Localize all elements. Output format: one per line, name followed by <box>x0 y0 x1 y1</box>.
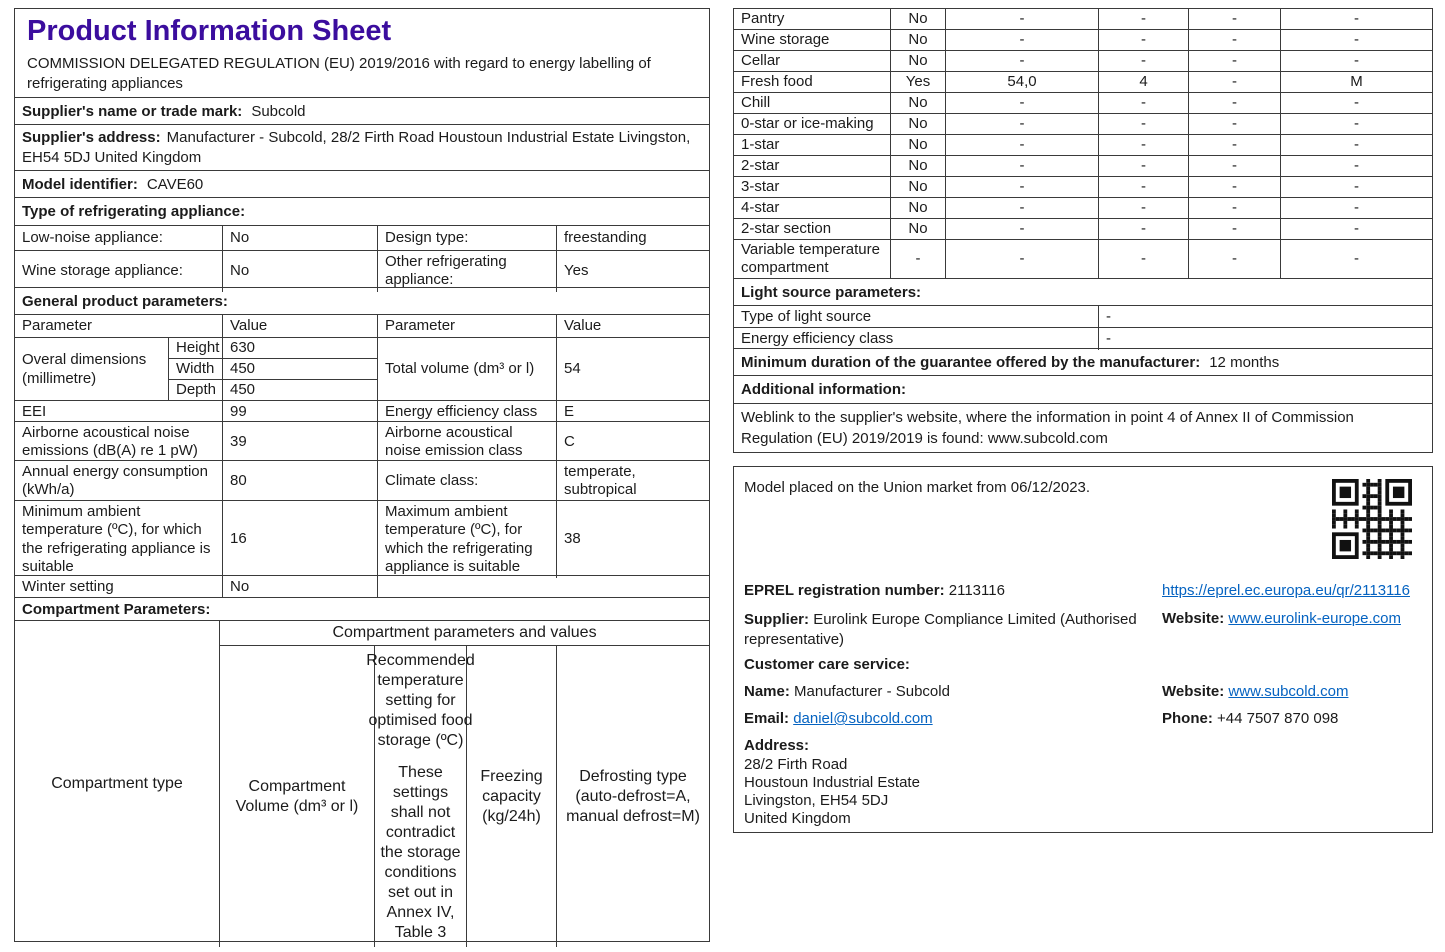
address-line: United Kingdom <box>744 810 851 827</box>
table-row <box>15 226 709 251</box>
supplier-value: Eurolink Europe Compliance Limited (Authorised representative) <box>744 611 1137 649</box>
table-row <box>734 114 1432 135</box>
cell: Yes <box>891 72 946 92</box>
guarantee-label: Minimum duration of the guarantee offered by the manufacturer: <box>741 353 1201 371</box>
param-label: Low-noise appliance: <box>15 226 223 250</box>
param-label: Energy efficiency class <box>734 328 1099 350</box>
model-identifier-value: CAVE60 <box>146 175 204 193</box>
param-label: Airborne acoustical noise emissions (dB(A) re 1 pW) <box>15 422 223 463</box>
total-volume-label: Total volume (dm³ or l) <box>378 338 557 401</box>
supplier-name-label: Supplier's name or trade mark: <box>22 102 243 120</box>
dimension-name: Depth <box>169 380 223 401</box>
dimension-value: 630 <box>223 338 378 359</box>
param-label: Winter setting <box>15 576 223 598</box>
cell: - <box>1189 114 1281 134</box>
cell: - <box>1189 72 1281 92</box>
table-row <box>15 401 709 422</box>
table-row <box>734 51 1432 72</box>
param-value: - <box>1106 308 1111 325</box>
column-header: Parameter <box>378 315 557 337</box>
compartment-name: Chill <box>734 93 891 113</box>
supplier-address-row <box>15 125 709 171</box>
param-label: EEI <box>15 401 223 423</box>
cell: - <box>946 135 1099 155</box>
compartment-name: Cellar <box>734 51 891 71</box>
cell: - <box>1189 51 1281 71</box>
cell: - <box>946 93 1099 113</box>
cell: - <box>1099 135 1189 155</box>
table-row <box>734 198 1432 219</box>
address-header: Address: <box>744 737 810 754</box>
compartment-name: Wine storage <box>734 30 891 50</box>
param-value: 38 <box>564 530 581 548</box>
supplier-address-value: Manufacturer - Subcold, 28/2 Firth Road Houstoun Industrial Estate Livingston, EH54 5DJ United Kingdom <box>22 129 691 167</box>
cell: No <box>891 219 946 239</box>
param-label: Annual energy consumption (kWh/a) <box>15 461 223 502</box>
param-value: No <box>223 251 378 292</box>
param-value: Yes <box>564 262 589 280</box>
cell: 4 <box>1099 72 1189 92</box>
cell: - <box>1099 114 1189 134</box>
compartment-type-header: Compartment type <box>15 621 220 947</box>
cell: - <box>1099 177 1189 197</box>
email-link[interactable]: daniel@subcold.com <box>793 710 933 727</box>
freezing-header: Freezing capacity (kg/24h) <box>467 646 557 947</box>
address-line: Houstoun Industrial Estate <box>744 774 920 791</box>
compartment-span-header: Compartment parameters and values <box>220 621 709 646</box>
dimension-value: 450 <box>223 380 378 401</box>
additional-info-header: Additional information: <box>734 376 1432 404</box>
cell: - <box>1354 31 1359 48</box>
column-header: Value <box>564 317 602 334</box>
website-row <box>1162 610 1401 627</box>
table-row <box>15 501 709 576</box>
param-value: 99 <box>223 401 378 423</box>
phone-value: +44 7507 870 098 <box>1217 710 1339 727</box>
compartment-name: 2-star <box>734 156 891 176</box>
param-value: No <box>223 226 378 250</box>
cell: - <box>1354 115 1359 132</box>
dimensions-row <box>15 338 709 401</box>
compartment-name: 2-star section <box>734 219 891 239</box>
param-label: Minimum ambient temperature (ºC), for which the refrigerating appliance is suitable <box>15 501 223 578</box>
cell: M <box>1350 73 1363 90</box>
cell: - <box>891 240 946 278</box>
supplier-row <box>744 610 1152 651</box>
general-params-header: General product parameters: <box>15 288 709 315</box>
email-label: Email: <box>744 710 790 727</box>
website-label: Website: <box>1162 683 1225 700</box>
cell: No <box>891 114 946 134</box>
defrost-header: Defrosting type (auto-defrost=A, manual defrost=M) <box>566 767 700 825</box>
cell: 54,0 <box>946 72 1099 92</box>
weblink-row <box>734 404 1432 451</box>
dimension-name: Height <box>169 338 223 359</box>
cell: - <box>1099 93 1189 113</box>
param-label: Other refrigerating appliance: <box>378 251 557 292</box>
cell: - <box>1189 156 1281 176</box>
cell: No <box>891 156 946 176</box>
table-row <box>734 156 1432 177</box>
table-row <box>734 219 1432 240</box>
left-panel <box>14 8 710 942</box>
empty-cell <box>378 576 709 598</box>
compartment-name: 1-star <box>734 135 891 155</box>
param-label: Design type: <box>378 226 557 250</box>
compartment-name: 0-star or ice-making <box>734 114 891 134</box>
cell: - <box>1189 240 1281 278</box>
phone-label: Phone: <box>1162 710 1213 727</box>
model-identifier-row <box>15 171 709 198</box>
cell: - <box>946 240 1099 278</box>
param-header-row <box>15 315 709 338</box>
temperature-header-p2: These settings shall not contradict the storage conditions set out in Annex IV, Table 3 <box>380 764 461 941</box>
market-date-text: Model placed on the Union market from 06/12/2023. <box>744 479 1091 496</box>
cell: - <box>1189 198 1281 218</box>
compartment-name: 3-star <box>734 177 891 197</box>
compartment-values-panel <box>733 8 1433 453</box>
care-email-row <box>744 710 933 727</box>
model-identifier-label: Model identifier: <box>22 175 138 193</box>
eprel-value: 2113116 <box>948 582 1005 599</box>
cell: - <box>1099 198 1189 218</box>
param-label: Maximum ambient temperature (ºC), for which the refrigerating appliance is suitable <box>378 501 557 578</box>
column-header: Value <box>223 315 378 337</box>
cell: - <box>1189 93 1281 113</box>
cell: - <box>1099 156 1189 176</box>
cell: - <box>1099 9 1189 29</box>
eurolink-website-link[interactable]: www.eurolink-europe.com <box>1228 610 1401 627</box>
volume-header: Compartment Volume (dm³ or l) <box>220 646 375 947</box>
cell: - <box>1354 178 1359 195</box>
cell: - <box>1189 9 1281 29</box>
table-row <box>734 240 1432 279</box>
compartment-name: Variable temperature compartment <box>734 240 891 278</box>
cell: - <box>946 177 1099 197</box>
care-name-row <box>744 683 950 700</box>
param-value: 39 <box>223 422 378 463</box>
table-row <box>734 93 1432 114</box>
guarantee-value: 12 months <box>1209 353 1280 371</box>
eprel-link[interactable]: https://eprel.ec.europa.eu/qr/2113116 <box>1162 582 1410 599</box>
compartment-section-header: Compartment Parameters: <box>15 598 709 621</box>
supplier-address-label: Supplier's address: <box>22 129 161 146</box>
address-line: Livingston, EH54 5DJ <box>744 792 889 809</box>
cell: No <box>891 30 946 50</box>
total-volume-value: 54 <box>564 360 581 378</box>
compartment-name: Pantry <box>734 9 891 29</box>
dimension-name: Width <box>169 359 223 380</box>
cell: - <box>1099 219 1189 239</box>
cell: - <box>1354 136 1359 153</box>
cell: - <box>1354 199 1359 216</box>
table-row <box>15 461 709 501</box>
table-row <box>15 422 709 461</box>
param-value: C <box>564 433 575 451</box>
compartment-header-table <box>15 621 709 940</box>
qr-code <box>1332 479 1412 559</box>
weblink-text: Weblink to the supplier's website, where the information in point 4 of Annex II of Commission Regulation (EU) 2019/2019 is found: <box>741 409 1354 447</box>
cell: - <box>1099 51 1189 71</box>
table-row <box>15 251 709 288</box>
cell: - <box>1354 250 1359 267</box>
cell: - <box>946 156 1099 176</box>
dimensions-label: Overal dimensions (millimetre) <box>15 338 169 401</box>
param-value: freestanding <box>564 228 647 246</box>
address-line: 28/2 Firth Road <box>744 756 848 773</box>
cell: - <box>1189 30 1281 50</box>
compartment-name: Fresh food <box>734 72 891 92</box>
customer-care-header: Customer care service: <box>744 656 910 673</box>
temperature-header-p1: Recommended temperature setting for optimised food storage (ºC) <box>366 652 475 749</box>
cell: - <box>1354 10 1359 27</box>
cell: No <box>891 198 946 218</box>
cell: No <box>891 135 946 155</box>
cell: - <box>1099 30 1189 50</box>
table-row <box>734 135 1432 156</box>
param-value: E <box>564 403 575 420</box>
cell: - <box>946 198 1099 218</box>
supplier-label: Supplier: <box>744 611 810 628</box>
dimension-value: 450 <box>223 359 378 380</box>
param-value: 80 <box>223 461 378 502</box>
cell: - <box>946 9 1099 29</box>
title-section <box>15 9 709 98</box>
table-row <box>734 177 1432 198</box>
name-label: Name: <box>744 683 790 700</box>
compartment-name: 4-star <box>734 198 891 218</box>
cell: - <box>946 114 1099 134</box>
cell: No <box>891 93 946 113</box>
regulation-subtitle: COMMISSION DELEGATED REGULATION (EU) 2019/2016 with regard to energy labelling of refrigerating appliances <box>27 54 651 93</box>
cell: - <box>1189 219 1281 239</box>
param-value: - <box>1106 330 1111 347</box>
param-label: Climate class: <box>378 461 557 502</box>
cell: No <box>891 177 946 197</box>
light-source-header: Light source parameters: <box>734 279 1432 306</box>
column-header: Parameter <box>15 315 223 337</box>
cell: - <box>946 51 1099 71</box>
param-label: Airborne acoustical noise emission class <box>378 422 557 463</box>
param-label: Type of light source <box>734 306 1099 328</box>
type-section-header: Type of refrigerating appliance: <box>15 198 709 226</box>
table-row <box>734 72 1432 93</box>
name-value: Manufacturer - Subcold <box>794 683 950 700</box>
cell: - <box>1189 135 1281 155</box>
cell: No <box>891 9 946 29</box>
param-value: No <box>223 576 378 598</box>
param-label: Energy efficiency class <box>378 401 557 423</box>
subcold-website-link[interactable]: www.subcold.com <box>1228 683 1349 700</box>
supplier-name-row <box>15 98 709 125</box>
cell: - <box>946 30 1099 50</box>
website-label: Website: <box>1162 610 1225 627</box>
cell: - <box>1354 94 1359 111</box>
table-row <box>734 9 1432 30</box>
temperature-header <box>366 646 475 947</box>
cell: - <box>1099 240 1189 278</box>
param-value: 16 <box>223 501 378 578</box>
table-row <box>734 306 1432 328</box>
supplier-name-value: Subcold <box>251 102 306 120</box>
cell: No <box>891 51 946 71</box>
market-info-panel <box>733 466 1433 833</box>
page-title: Product Information Sheet <box>27 15 392 47</box>
website-row <box>1162 683 1348 700</box>
eprel-label: EPREL registration number: <box>744 582 945 599</box>
cell: - <box>1354 52 1359 69</box>
cell: - <box>1189 177 1281 197</box>
table-row <box>734 30 1432 51</box>
param-value: temperate, subtropical <box>564 463 637 499</box>
cell: - <box>1354 220 1359 237</box>
eprel-row <box>744 582 1005 599</box>
weblink-url: www.subcold.com <box>987 430 1108 447</box>
cell: - <box>1354 157 1359 174</box>
param-label: Wine storage appliance: <box>15 251 223 292</box>
phone-row <box>1162 710 1338 727</box>
guarantee-row <box>734 349 1432 376</box>
winter-setting-row <box>15 576 709 598</box>
table-row <box>734 328 1432 349</box>
cell: - <box>946 219 1099 239</box>
